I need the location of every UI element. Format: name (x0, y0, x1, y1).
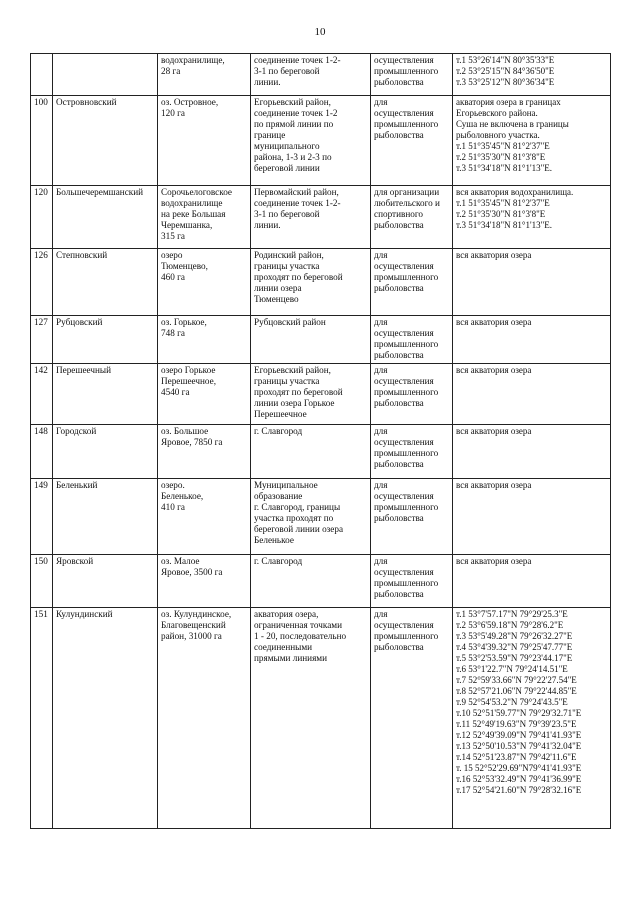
cell-boundaries: г. Славгород (251, 425, 371, 479)
cell-area-name: Беленький (53, 479, 158, 555)
cell-area-name: Островновский (53, 96, 158, 186)
coordinate-line: вся акватория озера (456, 556, 532, 566)
coordinate-line: т.13 52°50'10.53"N 79°41'32.04"E (456, 741, 582, 751)
cell-boundaries: соединение точек 1-2- 3-1 по береговой линии. (251, 54, 371, 96)
table-row (31, 608, 611, 829)
coordinate-line: т.1 51°35'45"N 81°2'37"E (456, 198, 550, 208)
cell-coordinates (453, 249, 611, 316)
coordinate-line: т.2 53°6'59.18"N 79°28'6.2"E (456, 620, 564, 630)
table-row (31, 316, 611, 364)
cell-area-name: Перешеечный (53, 364, 158, 425)
coordinate-line: т.7 52°59'33.66"N 79°22'27.54"E (456, 675, 577, 685)
coordinate-line: т.3 53°5'49.28"N 79°26'32.27"E (456, 631, 573, 641)
coordinate-line: т.3 53°25'12"N 80°36'34"E (456, 77, 555, 87)
cell-purpose: для осуществления промышленного рыболовства (371, 316, 453, 364)
cell-purpose: для организации любительского и спортивного рыболовства (371, 186, 453, 249)
cell-purpose: для осуществления промышленного рыболовства (371, 96, 453, 186)
cell-water-body: оз. Островное, 120 га (158, 96, 251, 186)
coordinate-line: т.12 52°49'39.09"N 79°41'41.93"E (456, 730, 582, 740)
table-row (31, 249, 611, 316)
table-row (31, 425, 611, 479)
fishing-areas-table (30, 53, 611, 829)
cell-coordinates (453, 364, 611, 425)
coordinate-line: т.14 52°51'23.87"N 79°42'11.6"E (456, 752, 577, 762)
coordinate-line: т.1 53°26'14"N 80°35'33"E (456, 55, 555, 65)
cell-coordinates (453, 425, 611, 479)
cell-boundaries: г. Славгород (251, 555, 371, 608)
coordinate-line: т.3 51°34'18"N 81°1'13"E. (456, 220, 553, 230)
coordinate-line: вся акватория озера (456, 365, 532, 375)
cell-number: 149 (31, 479, 53, 555)
cell-water-body: Сорочьелоговское водохранилище на реке Большая Черемшанка, 315 га (158, 186, 251, 249)
coordinate-line: вся акватория водохранилища. (456, 187, 574, 197)
cell-area-name: Кулундинский (53, 608, 158, 829)
coordinate-line: т.5 53°2'53.59"N 79°23'44.17"E (456, 653, 573, 663)
cell-water-body: озеро. Беленькое, 410 га (158, 479, 251, 555)
coordinate-line: вся акватория озера (456, 480, 532, 490)
cell-area-name: Большечеремшанский (53, 186, 158, 249)
coordinate-line: т.1 51°35'45"N 81°2'37"E (456, 141, 550, 151)
table-body (31, 54, 611, 829)
cell-purpose: для осуществления промышленного рыболовства (371, 249, 453, 316)
cell-coordinates (453, 186, 611, 249)
cell-water-body: озеро Тюменцево, 460 га (158, 249, 251, 316)
cell-coordinates (453, 316, 611, 364)
cell-boundaries: Первомайский район, соединение точек 1-2- 3-1 по береговой линии. (251, 186, 371, 249)
cell-area-name: Степновский (53, 249, 158, 316)
cell-number: 126 (31, 249, 53, 316)
cell-boundaries: Родинский район, границы участка проходят по береговой линии озера Тюменцево (251, 249, 371, 316)
cell-area-name: Яровской (53, 555, 158, 608)
cell-number: 150 (31, 555, 53, 608)
coordinate-line: т.6 53°1'22.7"N 79°24'14.51"E (456, 664, 568, 674)
cell-number: 100 (31, 96, 53, 186)
cell-coordinates (453, 555, 611, 608)
cell-purpose: для осуществления промышленного рыболовства (371, 479, 453, 555)
table-row (31, 479, 611, 555)
coordinate-line: т.10 52°51'59.77"N 79°29'32.71"E (456, 708, 582, 718)
cell-purpose: для осуществления промышленного рыболовства (371, 364, 453, 425)
coordinate-line: т.2 53°25'15"N 84°36'50"E (456, 66, 555, 76)
cell-water-body: оз. Горькое, 748 га (158, 316, 251, 364)
coordinate-line: т.2 51°35'30"N 81°3'8"E (456, 152, 546, 162)
cell-coordinates (453, 96, 611, 186)
cell-boundaries: акватория озера, ограниченная точками 1 - 20, последовательно соединенными прямыми линиями (251, 608, 371, 829)
table-row (31, 555, 611, 608)
coordinate-line: вся акватория озера (456, 317, 532, 327)
table-row (31, 54, 611, 96)
coordinate-line: т.8 52°57'21.06"N 79°22'44.85"E (456, 686, 577, 696)
coordinate-line: вся акватория озера (456, 426, 532, 436)
coordinate-line: т.4 53°4'39.32"N 79°25'47.77"E (456, 642, 573, 652)
coordinate-line: акватория озера в границах (456, 97, 561, 107)
cell-purpose: для осуществления промышленного рыболовства (371, 608, 453, 829)
coordinate-line: т.1 53°7'57.17"N 79°29'25.3"E (456, 609, 568, 619)
cell-coordinates (453, 54, 611, 96)
page-number: 10 (314, 26, 326, 38)
cell-purpose: для осуществления промышленного рыболовства (371, 425, 453, 479)
coordinate-line: вся акватория озера (456, 250, 532, 260)
cell-coordinates (453, 479, 611, 555)
cell-purpose: для осуществления промышленного рыболовства (371, 555, 453, 608)
coordinate-line: т.16 52°53'32.49"N 79°41'36.99"E (456, 774, 582, 784)
cell-area-name: Рубцовский (53, 316, 158, 364)
coordinate-line: т.3 51°34'18"N 81°1'13"E. (456, 163, 553, 173)
coordinate-line: т.2 51°35'30"N 81°3'8"E (456, 209, 546, 219)
cell-water-body: водохранилище, 28 га (158, 54, 251, 96)
cell-boundaries: Егорьевский район, границы участка проходят по береговой линии озера Горькое Перешеечное (251, 364, 371, 425)
cell-water-body: озеро Горькое Перешеечное, 4540 га (158, 364, 251, 425)
table-row (31, 96, 611, 186)
coordinate-line: т. 15 52°52'29.69"N79°41'41.93"E (456, 763, 582, 773)
coordinate-line: т.9 52°54'53.2"N 79°24'43.5"E (456, 697, 568, 707)
cell-water-body: оз. Большое Яровое, 7850 га (158, 425, 251, 479)
coordinate-line: рыболовного участка. (456, 130, 540, 140)
coordinate-line: Суша не включена в границы (456, 119, 569, 129)
cell-number: 142 (31, 364, 53, 425)
cell-number: 148 (31, 425, 53, 479)
cell-number: 151 (31, 608, 53, 829)
cell-water-body: оз. Кулундинское, Благовещенский район, 31000 га (158, 608, 251, 829)
cell-water-body: оз. Малое Яровое, 3500 га (158, 555, 251, 608)
cell-number (31, 54, 53, 96)
cell-purpose: осуществления промышленного рыболовства (371, 54, 453, 96)
coordinate-line: т.11 52°49'19.63"N 79°39'23.5"E (456, 719, 577, 729)
cell-area-name: Городской (53, 425, 158, 479)
cell-boundaries: Рубцовский район (251, 316, 371, 364)
cell-boundaries: Егорьевский район, соединение точек 1-2 по прямой линии по границе муниципального района, 1-3 и 2-3 по береговой линии (251, 96, 371, 186)
table-row (31, 364, 611, 425)
cell-coordinates (453, 608, 611, 829)
coordinate-line: т.17 52°54'21.60"N 79°28'32.16"E (456, 785, 582, 795)
table-row (31, 186, 611, 249)
cell-area-name (53, 54, 158, 96)
coordinate-line: Егорьевского района. (456, 108, 538, 118)
cell-boundaries: Муниципальное образование г. Славгород, границы участка проходят по береговой линии озера Беленькое (251, 479, 371, 555)
cell-number: 120 (31, 186, 53, 249)
cell-number: 127 (31, 316, 53, 364)
